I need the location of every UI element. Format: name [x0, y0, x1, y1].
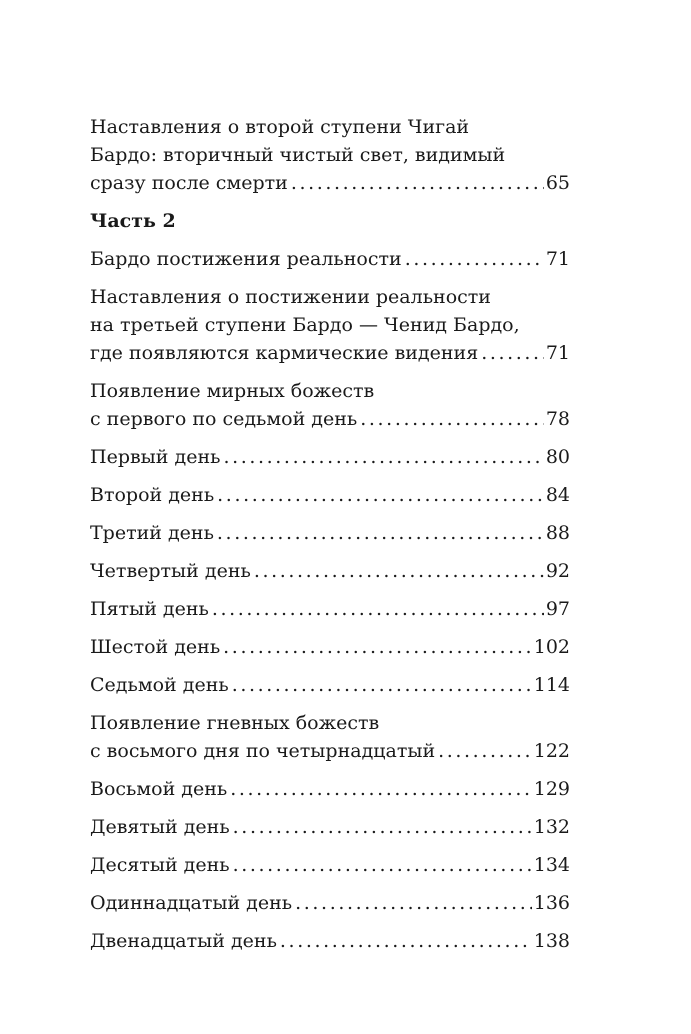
toc-entry-last-line — [90, 595, 570, 623]
toc-entry-last-line — [90, 405, 570, 433]
dot-leader — [230, 775, 531, 803]
dot-leader — [217, 519, 544, 547]
dot-leader — [254, 557, 544, 585]
toc-entry-last-line — [90, 813, 570, 841]
toc-entry-line: на третьей ступени Бардо — Ченид Бардо, — [90, 314, 520, 336]
page-number: 88 — [545, 522, 570, 544]
toc-entry-title: Четвертый день — [90, 560, 251, 582]
toc-entry-title: сразу после смерти — [90, 172, 288, 194]
toc-entry-title: Двенадцатый день — [90, 930, 277, 952]
dot-leader — [232, 671, 532, 699]
toc-entry-last-line — [90, 481, 570, 509]
dot-leader — [360, 405, 544, 433]
toc-entry[interactable] — [90, 813, 570, 841]
page-number: 84 — [545, 484, 570, 506]
dot-leader — [212, 595, 544, 623]
toc-entry-last-line — [90, 169, 570, 197]
dot-leader — [280, 927, 532, 955]
page-number: 97 — [545, 598, 570, 620]
toc-entry-title: Второй день — [90, 484, 215, 506]
toc-entry-last-line — [90, 889, 570, 917]
dot-leader — [405, 245, 544, 273]
dot-leader — [233, 851, 532, 879]
toc-entry-title: Девятый день — [90, 816, 230, 838]
toc-entry-line: Появление мирных божеств — [90, 380, 375, 402]
dot-leader — [481, 339, 544, 367]
dot-leader — [217, 481, 544, 509]
toc-entry-title: Одиннадцатый день — [90, 892, 293, 914]
toc-entry-last-line — [90, 339, 570, 367]
toc-entry[interactable] — [90, 633, 570, 661]
page-number: 129 — [533, 778, 570, 800]
toc-entry-last-line — [90, 927, 570, 955]
dot-leader — [291, 169, 544, 197]
page-number: 132 — [533, 816, 570, 838]
toc-entry-last-line — [90, 519, 570, 547]
page-number: 80 — [545, 446, 570, 468]
page-number: 71 — [545, 342, 570, 364]
toc-entry-last-line — [90, 775, 570, 803]
toc-entry[interactable] — [90, 595, 570, 623]
toc-entry[interactable] — [90, 889, 570, 917]
toc-entry[interactable] — [90, 519, 570, 547]
toc-entry[interactable] — [90, 775, 570, 803]
toc-entry-title: Восьмой день — [90, 778, 228, 800]
dot-leader — [233, 813, 532, 841]
toc-entry[interactable] — [90, 113, 570, 197]
toc-entry[interactable] — [90, 283, 570, 367]
toc-entry-title: Бардо постижения реальности — [90, 248, 402, 270]
toc-entry-title: Третий день — [90, 522, 214, 544]
toc-entry[interactable] — [90, 443, 570, 471]
page-number: 92 — [545, 560, 570, 582]
toc-entry-title: с восьмого дня по четырнадцатый — [90, 740, 436, 762]
toc-entry[interactable] — [90, 851, 570, 879]
toc-entry[interactable] — [90, 927, 570, 955]
toc-entry-title: Первый день — [90, 446, 221, 468]
toc-entry[interactable] — [90, 377, 570, 433]
toc-entry-last-line — [90, 633, 570, 661]
toc-entry-last-line — [90, 443, 570, 471]
page-number: 114 — [533, 674, 570, 696]
table-of-contents — [90, 113, 570, 965]
dot-leader — [295, 889, 532, 917]
toc-entry[interactable] — [90, 481, 570, 509]
toc-entry-last-line — [90, 851, 570, 879]
toc-entry-title: Седьмой день — [90, 674, 229, 696]
toc-entry-title: где появляются кармические видения — [90, 342, 479, 364]
page-number: 78 — [545, 408, 570, 430]
toc-entry-line: Бардо: вторичный чистый свет, видимый — [90, 144, 506, 166]
page-number: 71 — [545, 248, 570, 270]
dot-leader — [223, 633, 532, 661]
page-number: 122 — [533, 740, 570, 762]
toc-entry[interactable] — [90, 671, 570, 699]
page-number: 134 — [533, 854, 570, 876]
page-number: 138 — [533, 930, 570, 952]
page-number: 65 — [545, 172, 570, 194]
section-heading: Часть 2 — [90, 210, 176, 232]
toc-entry[interactable] — [90, 557, 570, 585]
dot-leader — [438, 737, 532, 765]
toc-entry-title: Десятый день — [90, 854, 230, 876]
toc-entry-line: Наставления о второй ступени Чигай — [90, 116, 470, 138]
toc-entry-line: Наставления о постижении реальности — [90, 286, 491, 308]
dot-leader — [223, 443, 543, 471]
toc-entry-title: с первого по седьмой день — [90, 408, 358, 430]
toc-entry-line: Появление гневных божеств — [90, 712, 380, 734]
toc-entry[interactable] — [90, 709, 570, 765]
toc-entry-last-line — [90, 557, 570, 585]
page-number: 102 — [533, 636, 570, 658]
toc-entry-title: Шестой день — [90, 636, 221, 658]
toc-entry-last-line — [90, 671, 570, 699]
toc-entry[interactable] — [90, 245, 570, 273]
page-number: 136 — [533, 892, 570, 914]
toc-entry-title: Пятый день — [90, 598, 209, 620]
toc-entry-last-line — [90, 737, 570, 765]
toc-entry-last-line — [90, 245, 570, 273]
